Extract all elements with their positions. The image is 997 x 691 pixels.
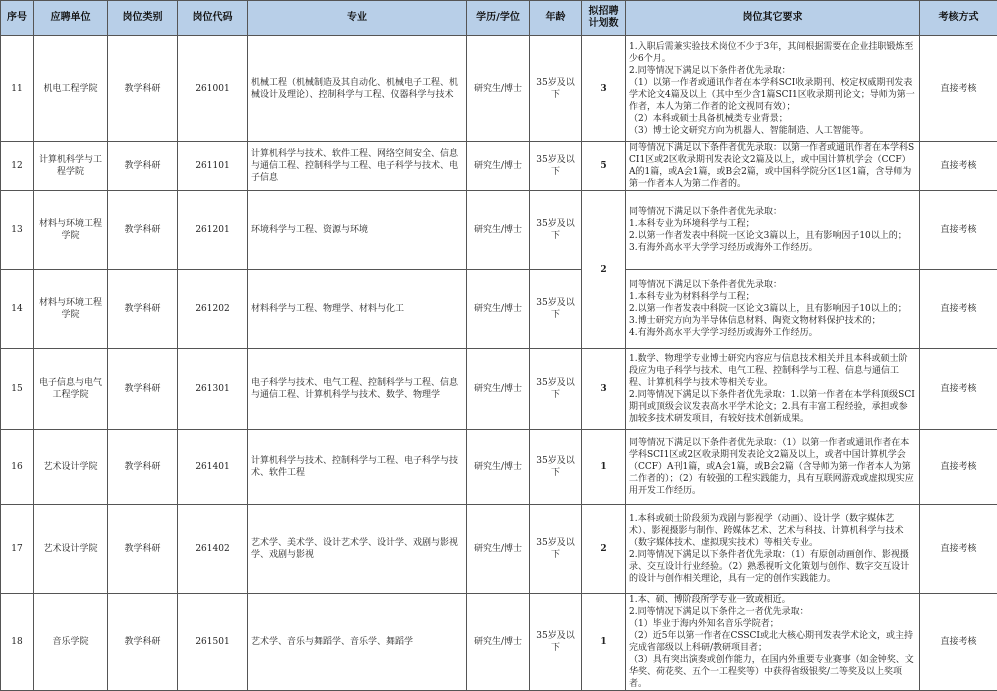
cell-no: 14 [1,270,34,349]
table-row [1,430,997,505]
cell-major: 艺术学、美术学、设计艺术学、设计学、戏剧与影视学、戏剧与影视 [248,505,467,594]
cell-no: 18 [1,594,34,691]
cell-age: 35岁及以下 [530,270,582,349]
cell-unit: 艺术设计学院 [34,430,108,505]
cell-degree: 研究生/博士 [467,142,530,191]
table-row [1,142,997,191]
cell-requirements [626,36,920,142]
cell-method: 直接考核 [920,142,997,191]
cell-no: 17 [1,505,34,594]
cell-age: 35岁及以下 [530,191,582,270]
cell-age: 35岁及以下 [530,430,582,505]
header-major: 专业 [248,1,467,36]
cell-method: 直接考核 [920,349,997,430]
cell-requirements [626,270,920,349]
cell-degree: 研究生/博士 [467,349,530,430]
requirement-line: 同等情况下满足以下条件者优先录取： [629,206,916,218]
cell-requirements [626,191,920,270]
cell-no: 15 [1,349,34,430]
requirement-line: 1.入职后需兼实验技术岗位不少于3年，其间根据需要在企业挂职锻炼至少6个月。 [629,41,916,65]
requirement-line: 1.本科专业为环境科学与工程； [629,218,916,230]
cell-no: 13 [1,191,34,270]
requirement-line: 同等情况下满足以下条件者优先录取： [629,279,916,291]
cell-degree: 研究生/博士 [467,191,530,270]
requirement-line: 2.同等情况下满足以下条件者优先录取： [629,65,916,77]
cell-requirements [626,505,920,594]
cell-plan: 3 [582,36,626,142]
cell-plan: 1 [582,430,626,505]
cell-category: 教学科研 [108,191,178,270]
cell-degree: 研究生/博士 [467,430,530,505]
cell-major: 计算机科学与技术、控制科学与工程、电子科学与技术、软件工程 [248,430,467,505]
cell-unit: 材料与环境工程学院 [34,191,108,270]
header-unit: 应聘单位 [34,1,108,36]
cell-degree: 研究生/博士 [467,594,530,691]
table-row [1,36,997,142]
cell-code: 261202 [178,270,248,349]
cell-unit: 材料与环境工程学院 [34,270,108,349]
cell-category: 教学科研 [108,430,178,505]
requirement-line: 2.同等情况下满足以下条件之一者优先录取： [629,606,916,618]
requirement-line: 2.同等情况下满足以下条件者优先录取：1.以第一作者在本学科顶级SCI期刊或顶级会议发表高水平学术论文；2.具有丰富工程经验，承担或参加较多技术研发项目，有较好技术创新成果。 [629,389,916,425]
cell-method: 直接考核 [920,430,997,505]
table-row [1,505,997,594]
cell-category: 教学科研 [108,349,178,430]
cell-no: 16 [1,430,34,505]
cell-no: 12 [1,142,34,191]
table-row [1,594,997,691]
cell-method: 直接考核 [920,505,997,594]
cell-unit: 计算机科学与工程学院 [34,142,108,191]
requirement-line: 同等情况下满足以下条件者优先录取：（1）以第一作者或通讯作者在本学科SCI1区或2区收录期刊发表论文2篇及以上，或者中国计算机学会（CCF）A刊1篇，或A会1篇，或B会2篇（含导师为第一作者本人为第二作者的）；（2）有较强的工程实践能力，具有互联网游戏或虚拟现实应用开发工作经历。 [629,437,916,497]
cell-requirements [626,349,920,430]
cell-age: 35岁及以下 [530,594,582,691]
cell-major: 计算机科学与技术、软件工程、网络空间安全、信息与通信工程、控制科学与工程、电子科学与技术、电子信息 [248,142,467,191]
header-method: 考核方式 [920,1,997,36]
header-plan: 拟招聘计划数 [582,1,626,36]
cell-degree: 研究生/博士 [467,505,530,594]
table-row [1,349,997,430]
cell-code: 261402 [178,505,248,594]
requirement-line: 3.有海外高水平大学学习经历或海外工作经历。 [629,242,916,254]
cell-code: 261401 [178,430,248,505]
cell-code: 261201 [178,191,248,270]
cell-requirements [626,594,920,691]
cell-code: 261101 [178,142,248,191]
header-age: 年龄 [530,1,582,36]
requirement-line: （1）毕业于海内外知名音乐学院者； [629,618,916,630]
requirement-line: 1.本科或硕士阶段须为戏剧与影视学（动画）、设计学（数字媒体艺术）、影视摄影与制作、跨媒体艺术、艺术与科技、计算机科学与技术（数字媒体技术、虚拟现实技术）等相关专业。 [629,513,916,549]
cell-category: 教学科研 [108,505,178,594]
cell-code: 261001 [178,36,248,142]
cell-code: 261501 [178,594,248,691]
cell-age: 35岁及以下 [530,349,582,430]
cell-method: 直接考核 [920,594,997,691]
cell-major: 艺术学、音乐与舞蹈学、音乐学、舞蹈学 [248,594,467,691]
cell-plan: 3 [582,349,626,430]
header-code: 岗位代码 [178,1,248,36]
requirement-line: 2.以第一作者发表中科院一区论文3篇以上，且有影响因子10以上的； [629,230,916,242]
cell-major: 机械工程（机械制造及其自动化、机械电子工程、机械设计及理论）、控制科学与工程、仪器科学与技术 [248,36,467,142]
header-degree: 学历/学位 [467,1,530,36]
requirement-line: 2.以第一作者发表中科院一区论文3篇以上，且有影响因子10以上的； [629,303,916,315]
requirement-line: 3.博士研究方向为半导体信息材料、陶瓷文物材料保护技术的； [629,315,916,327]
header-no: 序号 [1,1,34,36]
cell-plan: 2 [582,505,626,594]
header-row [1,1,997,36]
requirement-line: 2.同等情况下满足以下条件者优先录取：（1）有原创动画创作、影视摄录、交互设计行业经验。（2）熟悉视听文化策划与创作、数字交互设计的设计与创作相关理论，具有一定的创作实践能力。 [629,549,916,585]
requirement-line: （2）本科或硕士具备机械类专业背景； [629,113,916,125]
cell-degree: 研究生/博士 [467,36,530,142]
cell-unit: 音乐学院 [34,594,108,691]
cell-category: 教学科研 [108,142,178,191]
requirement-line: （1）以第一作者或通讯作者在本学科SCI收录期刊、校定权威期刊发表学术论文4篇及以上（其中至少含1篇SCI1区收录期刊论文；导师为第一作者，本人为第二作者的论文视同有效）； [629,77,916,113]
cell-category: 教学科研 [108,36,178,142]
cell-major: 材料科学与工程、物理学、材料与化工 [248,270,467,349]
cell-unit: 电子信息与电气工程学院 [34,349,108,430]
cell-method: 直接考核 [920,36,997,142]
table-row [1,191,997,270]
requirement-line: 1.本科专业为材料科学与工程； [629,291,916,303]
cell-method: 直接考核 [920,270,997,349]
cell-unit: 机电工程学院 [34,36,108,142]
cell-code: 261301 [178,349,248,430]
requirement-line: （2）近5年以第一作者在CSSCI或北大核心期刊发表学术论文，或主持完成省部级以上科研/教研项目者； [629,630,916,654]
cell-major: 环境科学与工程、资源与环境 [248,191,467,270]
cell-age: 35岁及以下 [530,505,582,594]
header-category: 岗位类别 [108,1,178,36]
table-row [1,270,997,349]
cell-age: 35岁及以下 [530,142,582,191]
requirement-line: 1.数学、物理学专业博士研究内容应与信息技术相关并且本科或硕士阶段应为电子科学与技术、电气工程、控制科学与工程、信息与通信工程、计算机科学与技术等相关专业。 [629,353,916,389]
cell-plan: 1 [582,594,626,691]
requirement-line: 4.有海外高水平大学学习经历或海外工作经历。 [629,327,916,339]
cell-plan-merged: 2 [582,191,626,349]
cell-requirements [626,142,920,191]
requirement-line: （3）具有突出演奏或创作能力，在国内外重要专业赛事（如金钟奖、文华奖、荷花奖、五个一工程奖等）中获得省级银奖/二等奖及以上奖项者。 [629,654,916,690]
requirement-line: 1.本、硕、博阶段所学专业一致或相近。 [629,594,916,606]
requirement-line: （3）博士论文研究方向为机器人、智能制造、人工智能等。 [629,125,916,137]
cell-major: 电子科学与技术、电气工程、控制科学与工程、信息与通信工程、计算机科学与技术、数学、物理学 [248,349,467,430]
cell-requirements [626,430,920,505]
requirement-line: 同等情况下满足以下条件者优先录取：以第一作者或通讯作者在本学科SCI1区或2区收录期刊发表论文2篇及以上，或中国计算机学会（CCF）A的1篇，或A会1篇，或B会2篇，或中国科学院分区1区1篇，含导师为第一作者本人为第二作者的。 [629,142,916,190]
cell-category: 教学科研 [108,270,178,349]
cell-degree: 研究生/博士 [467,270,530,349]
cell-category: 教学科研 [108,594,178,691]
cell-age: 35岁及以下 [530,36,582,142]
cell-method: 直接考核 [920,191,997,270]
cell-plan: 5 [582,142,626,191]
header-requirements: 岗位其它要求 [626,1,920,36]
cell-unit: 艺术设计学院 [34,505,108,594]
cell-no: 11 [1,36,34,142]
